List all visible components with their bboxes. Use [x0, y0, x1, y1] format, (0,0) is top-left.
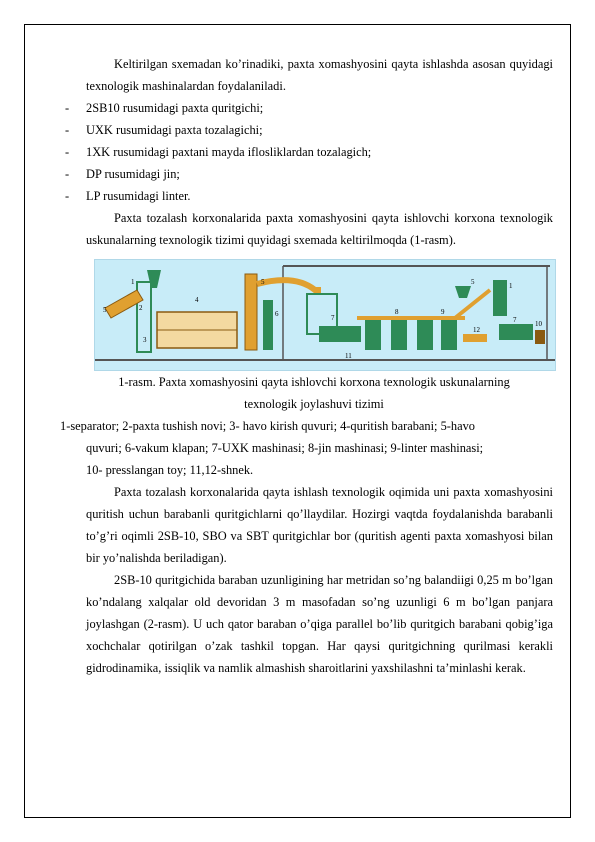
press-machine	[499, 324, 533, 340]
uxk-machine	[319, 326, 361, 342]
list-item	[65, 163, 553, 185]
figure-caption-line2: texnologik joylashuvi tizimi	[244, 397, 384, 411]
list-bullet: -	[65, 167, 70, 181]
list-bullet: -	[65, 123, 70, 137]
label-1b: 1	[509, 282, 513, 290]
list-item-text: 1XK rusumidagi paxtani mayda iflosliklardan tozalagich;	[86, 145, 372, 159]
legend-line: 10- presslangan toy; 11,12-shnek.	[86, 463, 254, 477]
label-2: 2	[139, 304, 143, 312]
figure-process-diagram	[94, 259, 556, 371]
process-diagram-svg	[95, 260, 555, 370]
list-item	[65, 141, 553, 163]
label-8: 8	[395, 308, 399, 316]
list-item	[65, 185, 553, 207]
figure-legend	[60, 415, 553, 481]
intro-paragraph: Keltirilgan sxemadan ko’rinadiki, paxta xomashyosini qayta ishlashda asosan quyidagi texnologik mashinalardan foydalaniladi.	[86, 57, 553, 93]
paragraph-2sb10: 2SB-10 quritgichida baraban uzunligining har metridan so’ng balandiigi 0,25 m bo’lgan ko’ndalang xalqalar old devoridan 3 m masofadan so’ng uzunligi 6 m bo’lgan panjara joylashgan (2-rasm). U uch qator baraban o’qiga parallel bo’lib quritgich barabani qobig’iga xochchalar qotirilgan o’zak tashkil topgan. Har qaysi quritgichning qurilmasi kerakli gidrodinamika, issiqlik va namlik almashish sharoitlarini yaxshilashni ta’minlashi kerak.	[86, 573, 553, 675]
label-10: 10	[535, 320, 542, 328]
paragraph-drying: Paxta tozalash korxonalarida qayta ishlash texnologik oqimida uni paxta xomashyosini quritish uchun barabanli quritgichlarni qo’llaydilar. Hozirgi vaqtda foydalanishda barabanli to’g’ri oqimli 2SB-10, SBO va SBT quritgichlar bor (quritish agenti paxta xomashyosi bilan bir yo’nalishda beriladigan).	[86, 485, 553, 565]
label-6: 6	[275, 310, 279, 318]
separator-1	[147, 270, 161, 288]
list-item-text: DP rusumidagi jin;	[86, 167, 180, 181]
label-3: 3	[143, 336, 147, 344]
paragraph-system: Paxta tozalash korxonalarida paxta xomashyosini qayta ishlovchi korxona texnologik uskunalarning texnologik tizimi quyidagi sxemada keltirilmoqda (1-rasm).	[86, 211, 553, 247]
list-item	[65, 97, 553, 119]
air-duct	[257, 280, 321, 290]
linter-machine	[441, 320, 457, 350]
list-item	[65, 119, 553, 141]
figure-caption-line1: 1-rasm. Paxta xomashyosini qayta ishlovchi korxona texnologik uskunalarning	[118, 375, 510, 389]
list-bullet: -	[65, 101, 70, 115]
pressed-bale	[535, 330, 545, 344]
vacuum-valve	[263, 300, 273, 350]
gin-machine-2	[391, 320, 407, 350]
screw-12	[463, 334, 487, 342]
label-11: 11	[345, 352, 352, 360]
label-7b: 7	[513, 316, 517, 324]
label-1: 1	[131, 278, 135, 286]
condenser	[493, 280, 507, 316]
list-bullet: -	[65, 189, 70, 203]
gin-machine-1	[365, 320, 381, 350]
list-item-text: 2SB10 rusumidagi paxta quritgichi;	[86, 101, 264, 115]
label-4: 4	[195, 296, 199, 304]
legend-line: 1-separator; 2-paxta tushish novi; 3- havo kirish quvuri; 4-quritish barabani; 5-havo	[60, 419, 475, 433]
label-7: 7	[331, 314, 335, 322]
machine-list	[65, 97, 553, 207]
label-5b: 5	[261, 278, 265, 286]
gin-machine-3	[417, 320, 433, 350]
list-bullet: -	[65, 145, 70, 159]
label-9: 9	[441, 308, 445, 316]
list-item-text: LP rusumidagi linter.	[86, 189, 191, 203]
air-pipe	[245, 274, 257, 350]
label-5c: 5	[471, 278, 475, 286]
document-body	[60, 53, 553, 679]
separator-2	[455, 286, 471, 298]
list-item-text: UXK rusumidagi paxta tozalagichi;	[86, 123, 263, 137]
label-5: 5	[103, 306, 107, 314]
label-12: 12	[473, 326, 480, 334]
legend-line: quvuri; 6-vakum klapan; 7-UXK mashinasi; 8-jin mashinasi; 9-linter mashinasi;	[86, 441, 484, 455]
